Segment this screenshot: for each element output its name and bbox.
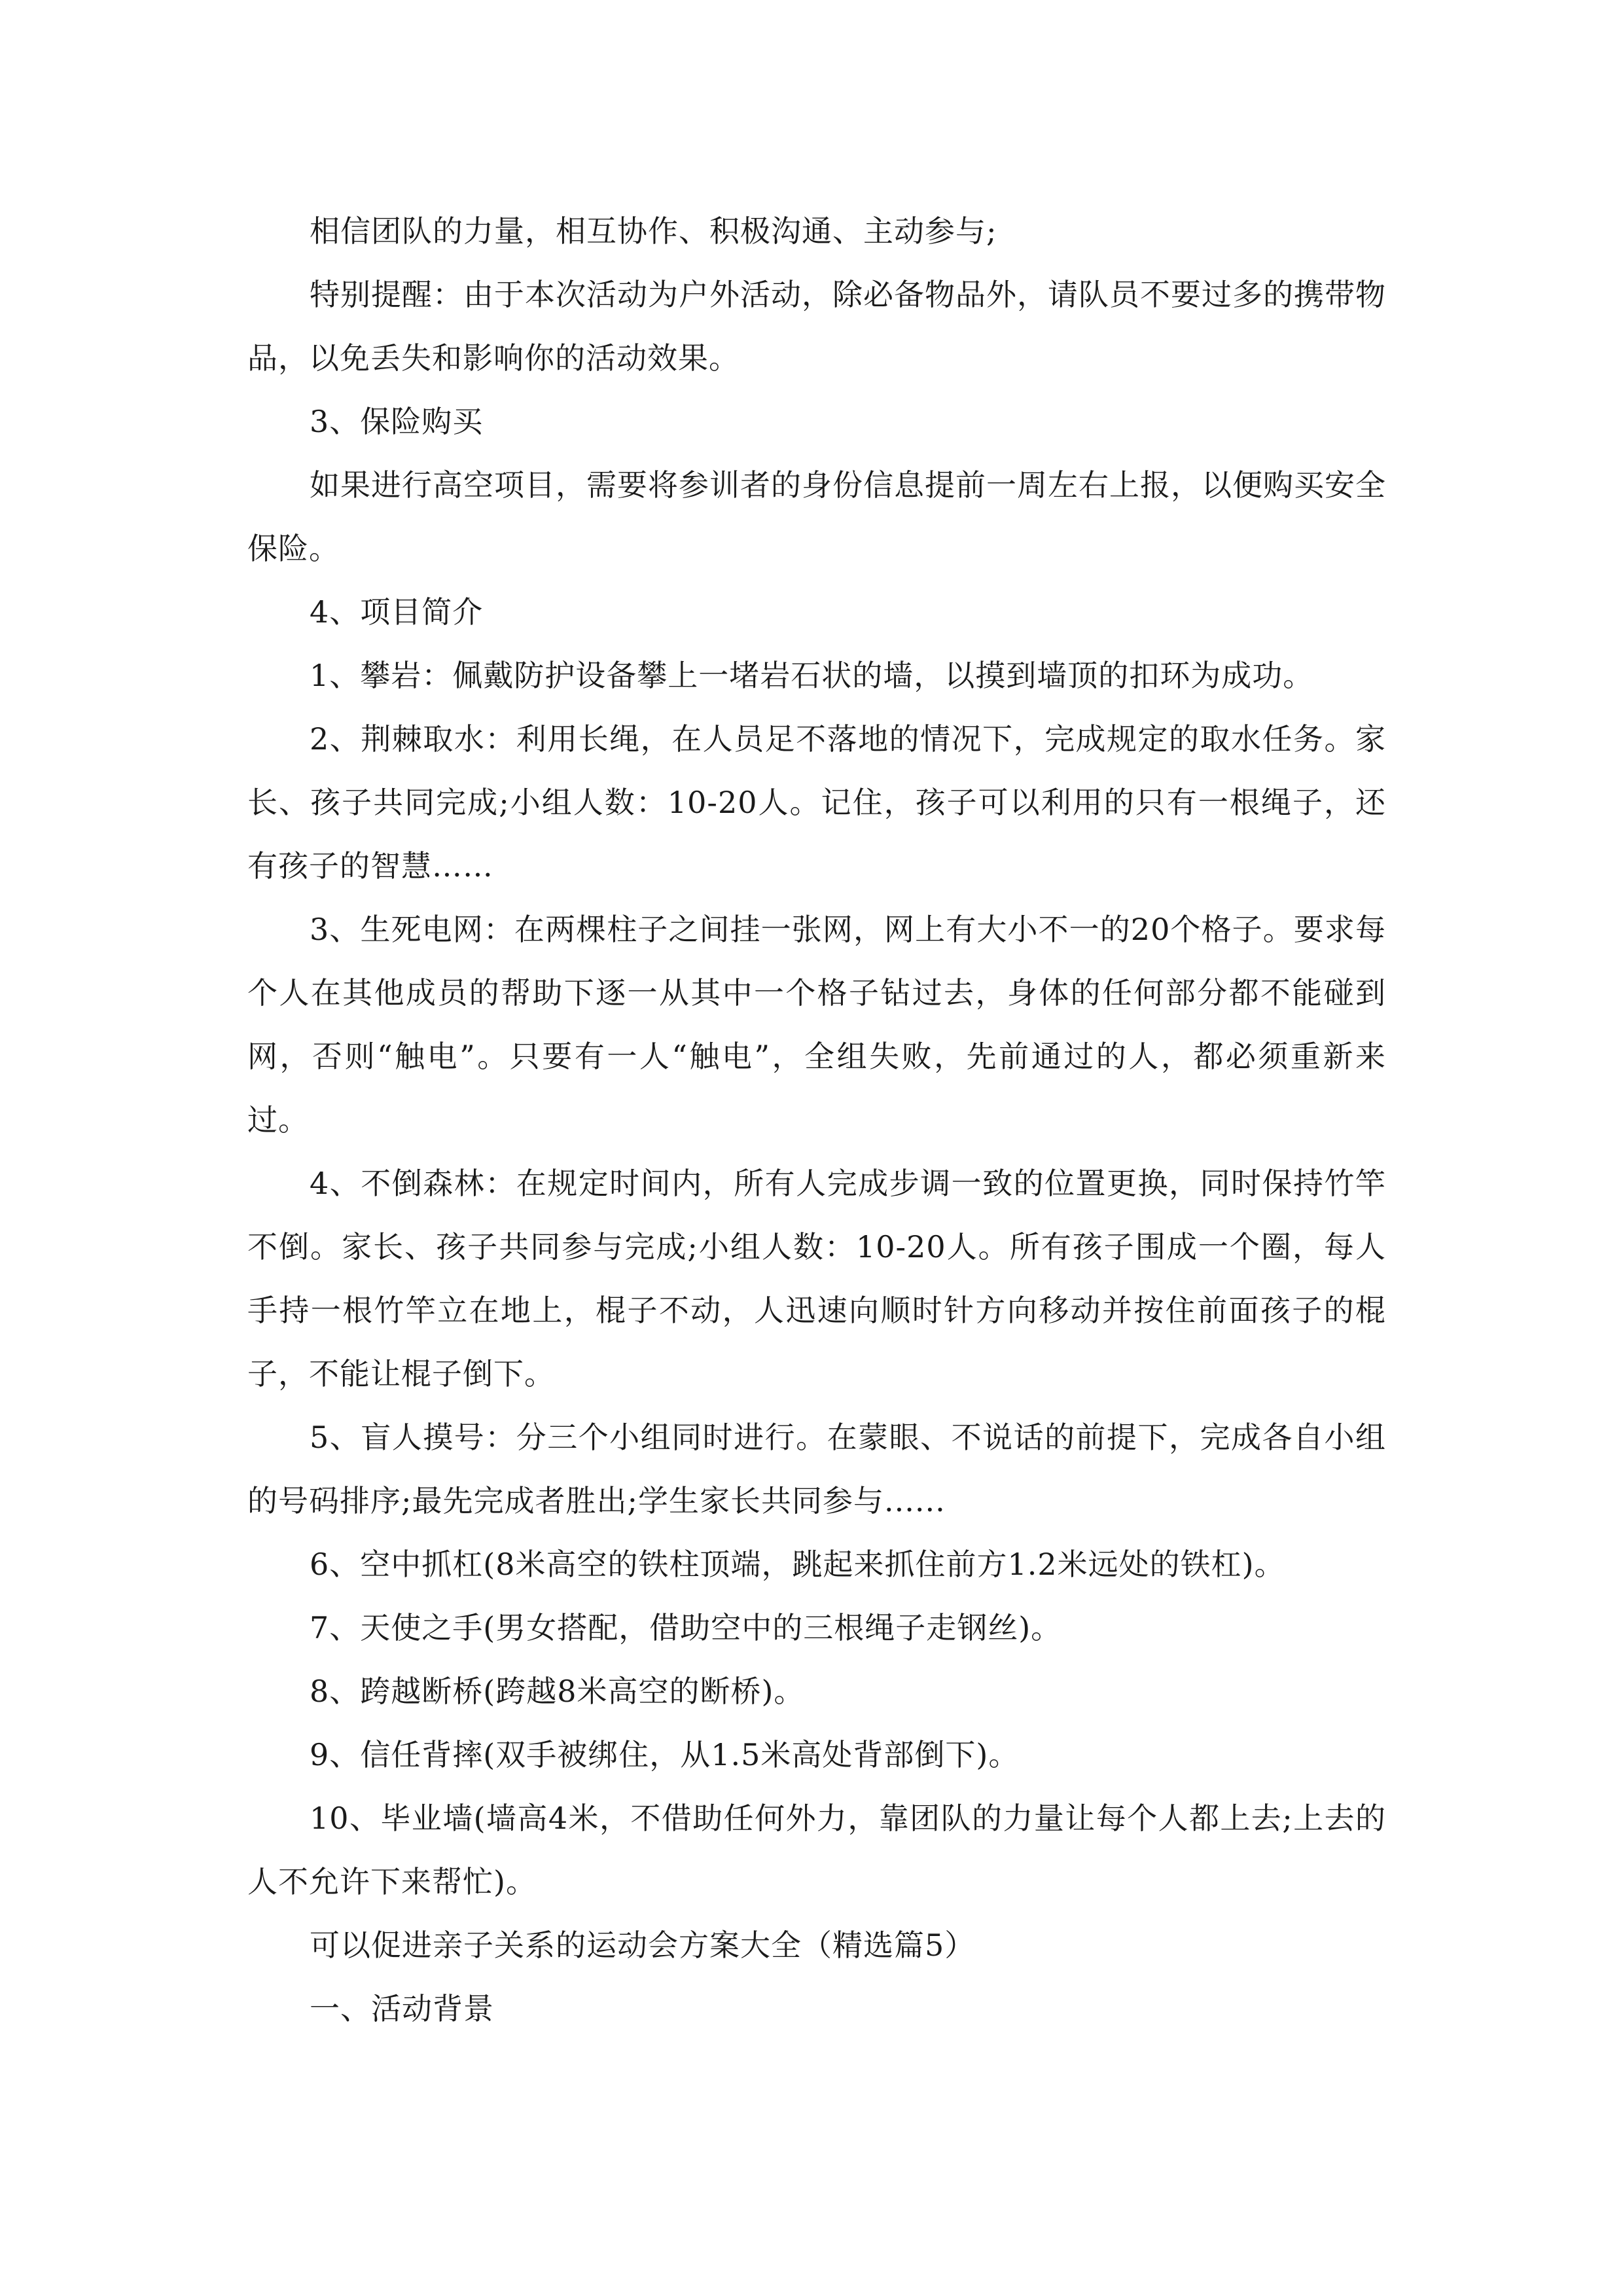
heading-insurance: 3、保险购买 bbox=[310, 404, 484, 439]
item-trust-fall: 9、信任背摔(双手被绑住，从1.5米高处背部倒下)。 bbox=[310, 1737, 1020, 1772]
item-angel-hand: 7、天使之手(男女搭配，借助空中的三根绳子走钢丝)。 bbox=[310, 1610, 1062, 1645]
paragraph-insurance: 如果进行高空项目，需要将参训者的身份信息提前一周左右上报，以便购买安全保险。 bbox=[247, 467, 1386, 566]
heading-project-intro: 4、项目简介 bbox=[310, 594, 484, 630]
item-blind-numbers: 5、盲人摸号：分三个小组同时进行。在蒙眼、不说话的前提下，完成各自小组的号码排序;最先完成者胜出;学生家长共同参与...... bbox=[247, 1420, 1386, 1518]
item-graduation-wall: 10、毕业墙(墙高4米，不借助任何外力，靠团队的力量让每个人都上去;上去的人不允许下来帮忙)。 bbox=[247, 1801, 1386, 1899]
section-title: 可以促进亲子关系的运动会方案大全（精选篇5） bbox=[310, 1928, 976, 1963]
item-thorn-water: 2、荆棘取水：利用长绳，在人员足不落地的情况下，完成规定的取水任务。家长、孩子共同完成;小组人数：10-20人。记住，孩子可以利用的只有一根绳子，还有孩子的智慧…… bbox=[247, 721, 1386, 884]
item-rock-climbing: 1、攀岩：佩戴防护设备攀上一堵岩石状的墙，以摸到墙顶的扣环为成功。 bbox=[310, 658, 1314, 693]
paragraph-special-reminder: 特别提醒：由于本次活动为户外活动，除必备物品外，请队员不要过多的携带物品，以免丢失和影响你的活动效果。 bbox=[247, 277, 1386, 376]
item-air-bar: 6、空中抓杠(8米高空的铁柱顶端，跳起来抓住前方1.2米远处的铁杠)。 bbox=[310, 1547, 1285, 1582]
document-body bbox=[247, 200, 1386, 2041]
item-standing-forest: 4、不倒森林：在规定时间内，所有人完成步调一致的位置更换，同时保持竹竿不倒。家长、孩子共同参与完成;小组人数：10-20人。所有孩子围成一个圈，每人手持一根竹竿立在地上，棍子不动，人迅速向顺时针方向移动并按住前面孩子的棍子，不能让棍子倒下。 bbox=[247, 1166, 1386, 1391]
item-spider-web: 3、生死电网：在两棵柱子之间挂一张网，网上有大小不一的20个格子。要求每个人在其他成员的帮助下逐一从其中一个格子钻过去，身体的任何部分都不能碰到网，否则“触电”。只要有一人“触电”，全组失败，先前通过的人，都必须重新来过。 bbox=[247, 912, 1386, 1138]
heading-background: 一、活动背景 bbox=[310, 1991, 494, 2026]
item-broken-bridge: 8、跨越断桥(跨越8米高空的断桥)。 bbox=[310, 1674, 805, 1709]
paragraph-teamwork: 相信团队的力量，相互协作、积极沟通、主动参与; bbox=[310, 213, 997, 249]
